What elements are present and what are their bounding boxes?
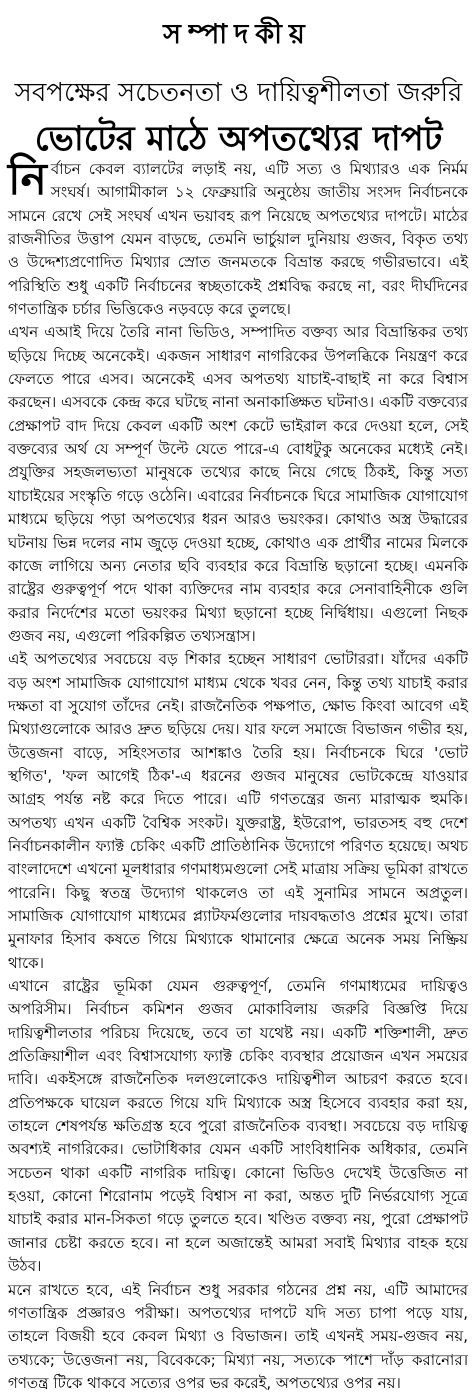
paragraph-2: এখন এআই দিয়ে তৈরি নানা ভিডিও, সম্পাদিত বক্তব্য আর বিভ্রান্তিকর তথ্য ছড়িয়ে দিচ্ছে অনেকেই। একজন সাধারণ নাগরিকের উপলব্ধিকে নিয়ন্ত্রণ করে ফেলতে পারে এসব। অনেকেই এসব অপতথ্য যাচাই-বাছাই না করে বিশ্বাস করছেন। এসবকে কেন্দ্র করে ঘটছে নানা অনাকাঙ্ক্ষিত ঘটনাও। একটি বক্তব্যের প্রেক্ষাপট বাদ দিয়ে কেবল একটি অংশ কেটে ভাইরাল করে দেওয়া হলে, সেই বক্তব্যের অর্থ যে সম্পূর্ণ উল্টে যেতে পারে-এ বোধটুকু অনেকের মধ্যেই নেই। প্রযুক্তির সহজলভ্যতা মানুষকে তথ্যের কাছে নিয়ে গেছে ঠিকই, কিন্তু সত্য যাচাইয়ের সংস্কৃতি গড়ে ওঠেনি। এবারের নির্বাচনকে ঘিরে সামাজিক যোগাযোগ মাধ্যমে ছড়িয়ে পড়া অপতথ্যের ধরন আরও ভয়ংকর। কোথাও অস্ত্র উদ্ধারের ঘটনায় ভিন্ন দলের নাম জুড়ে দেওয়া হচ্ছে, কোথাও এক প্রার্থীর নামের মিলকে কাজে লাগিয়ে অন্য নেতার ছবি ব্যবহার করে বিভ্রান্তি ছড়ানো হচ্ছে। এমনকি রাষ্ট্রের গুরুত্বপূর্ণ পদে থাকা ব্যক্তিদের নাম ব্যবহার করে সেনাবাহিনীকে গুলি করার নির্দেশের মতো ভয়ংকর মিথ্যা ছড়ানো হচ্ছে নির্দ্বিধায়। এগুলো নিছক গুজব নয়, এগুলো পরিকল্পিত তথ্যসন্ত্রাস।	[8, 321, 468, 648]
bottom-rule	[8, 1355, 468, 1356]
section-title: সম্পাদকীয়	[0, 14, 475, 59]
headline: ভোটের মাঠে অপতথ্যের দাপট	[8, 113, 469, 170]
paragraph-1	[8, 158, 468, 321]
drop-cap: নি	[8, 160, 47, 200]
article-body	[8, 158, 468, 1395]
paragraph-5: মনে রাখতে হবে, এই নির্বাচন শুধু সরকার গঠনের প্রশ্ন নয়, এটি আমাদের গণতান্ত্রিক প্রজ্ঞারও পরীক্ষা। অপতথ্যের দাপটে যদি সত্য চাপা পড়ে যায়, তাহলে বিজয়ী হবে কেবল মিথ্যা ও বিভাজন। তাই এখনই সময়-গুজব নয়, তথ্যকে; উত্তেজনা নয়, বিবেককে; মিথ্যা নয়, সত্যকে পাশে দাঁড় করানোর। গণতন্ত্র টিকে থাকবে সত্যের ওপর ভর করেই, অপতথ্যের ওপর নয়।	[8, 1279, 468, 1395]
paragraph-4: এখানে রাষ্ট্রের ভূমিকা যেমন গুরুত্বপূর্ণ, তেমনি গণমাধ্যমের দায়িত্বও অপরিসীম। নির্বাচন কমিশন গুজব মোকাবিলায় জরুরি বিজ্ঞপ্তি দিয়ে দায়িত্বশীলতার পরিচয় দিয়েছে, তবে তা যথেষ্ট নয়। একটি শক্তিশালী, দ্রুত প্রতিক্রিয়াশীল এবং বিশ্বাসযোগ্য ফ্যাক্ট চেকিং ব্যবস্থার প্রয়োজন এখন সময়ের দাবি। একইসঙ্গে রাজনৈতিক দলগুলোকেও দায়িত্বশীল আচরণ করতে হবে। প্রতিপক্ষকে ঘায়েল করতে গিয়ে যদি মিথ্যাকে অস্ত্র হিসেবে ব্যবহার করা হয়, তাহলে শেষপর্যন্ত ক্ষতিগ্রস্ত হবে পুরো রাজনৈতিক ব্যবস্থা। সবচেয়ে বড় দায়িত্ব অবশ্যই নাগরিকের। ভোটাধিকার যেমন একটি সাংবিধানিক অধিকার, তেমনি সচেতন থাকা একটি নাগরিক দায়িত্ব। কোনো ভিডিও দেখেই উত্তেজিত না হওয়া, কোনো শিরোনাম পড়েই বিশ্বাস না করা, অন্তত দুটি নির্ভরযোগ্য সূত্রে যাচাই করার মান-সিকতা গড়ে তুলতে হবে। খণ্ডিত বক্তব্য নয়, পুরো প্রেক্ষাপট জানার চেষ্টা করতে হবে। না হলে অজান্তেই আমরা সবাই মিথ্যার বাহক হয়ে উঠব।	[8, 975, 468, 1278]
paragraph-1-text: র্বাচন কেবল ব্যালটের লড়াই নয়, এটি সত্য ও মিথ্যারও এক নির্মম সংঘর্ষ। আগামীকাল ১২ ফেব্রুয়ারি অনুষ্ঠেয় জাতীয় সংসদ নির্বাচনকে সামনে রেখে সেই সংঘর্ষ এখন ভয়াবহ রূপ নিয়েছে অপতথ্যের দাপটে। মাঠের রাজনীতির উত্তাপ যেমন বাড়ছে, তেমনি ভার্চুয়াল দুনিয়ায় গুজব, বিকৃত তথ্য ও উদ্দেশ্যপ্রণোদিত মিথ্যার স্রোত জনমতকে বিভ্রান্ত করছে গভীরভাবে। এই পরিস্থিতি শুধু একটি নির্বাচনের স্বচ্ছতাকেই প্রশ্নবিদ্ধ করছে না, বরং দীর্ঘদিনের গণতান্ত্রিক চর্চার ভিত্তিকেও নড়বড়ে করে তুলছে।	[8, 160, 468, 318]
paragraph-3: এই অপতথ্যের সবচেয়ে বড় শিকার হচ্ছেন সাধারণ ভোটাররা। যাঁদের একটি বড় অংশ সামাজিক যোগাযোগ মাধ্যম থেকে খবর নেন, কিন্তু তথ্য যাচাই করার দক্ষতা বা সুযোগ তাঁদের নেই। রাজনৈতিক পক্ষপাত, ক্ষোভ কিংবা আবেগ এই মিথ্যাগুলোকে আরও দ্রুত ছড়িয়ে দেয়। যার ফলে সমাজে বিভাজন গভীর হয়, উত্তেজনা বাড়ে, সহিংসতার আশঙ্কাও তৈরি হয়। নির্বাচনকে ঘিরে 'ভোট স্থগিত', 'ফল আগেই ঠিক'-এ ধরনের গুজব মানুষের ভোটকেন্দ্রে যাওয়ার আগ্রহ পর্যন্ত নষ্ট করে দিতে পারে। এটি গণতন্ত্রের জন্য মারাত্মক হুমকি। অপতথ্য এখন একটি বৈশ্বিক সংকট। যুক্তরাষ্ট্র, ইউরোপ, ভারতসহ বহু দেশে নির্বাচনকালীন ফ্যাক্ট চেকিং একটি প্রাতিষ্ঠানিক উদ্যোগে পরিণত হয়েছে। অথচ বাংলাদেশে এখনো মূলধারার গণমাধ্যমগুলো সেই মাত্রায় সক্রিয় ভূমিকা রাখতে পারেনি। কিছু স্বতন্ত্র উদ্যোগ থাকলেও তা এই সুনামির সামনে অপ্রতুল। সামাজিক যোগাযোগ মাধ্যমের প্ল্যাটফর্মগুলোর দায়বদ্ধতাও প্রশ্নের মুখে। তারা মুনাফার হিসাব কষতে গিয়ে মিথ্যাকে থামানোর ক্ষেত্রে অনেক সময় নিষ্ক্রিয় থাকে।	[8, 648, 468, 975]
kicker: সবপক্ষের সচেতনতা ও দায়িত্বশীলতা জরুরি	[8, 72, 469, 116]
